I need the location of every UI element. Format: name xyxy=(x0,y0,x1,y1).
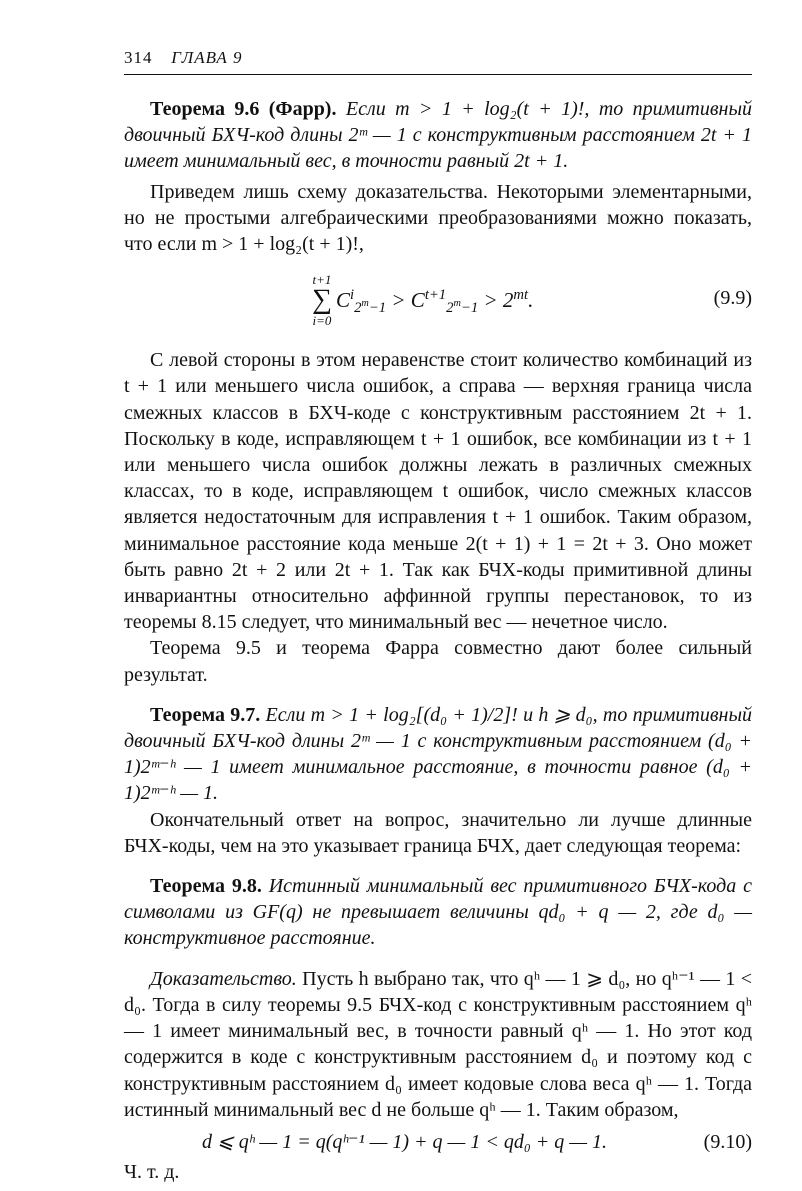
theorem-9-7-text: Если m > 1 + log₂[(d₀ + 1)/2]! и h ⩾ d₀, то примитивный двоичный БХЧ-код длины 2ᵐ — 1 с конструктивным расстоянием (d₀ + 1)2ᵐ⁻ʰ — 1 имеет минимальное расстояние, в точности равное (d₀ + 1)2ᵐ⁻ʰ — 1. xyxy=(124,703,752,805)
proof-paragraph xyxy=(124,966,752,1123)
paragraph-final-answer: Окончательный ответ на вопрос, значительно ли лучше длинные БЧХ-коды, чем на это указывает граница БЧХ, дает следующая теорема: xyxy=(124,808,752,857)
formula-9-9-body: $C^i_{2^m-1} > C^{t+1}_{2^m-1} > 2^{mt}$. xyxy=(335,287,534,317)
paragraph-proof-sketch: Приведем лишь схему доказательства. Некоторыми элементарными, но не простыми алгебраическими преобразованиями можно показать, что если m > 1 + log₂(t + 1)!, xyxy=(124,180,752,256)
header-rule xyxy=(124,74,752,75)
theorem-9-8-label: Теорема 9.8. xyxy=(150,875,262,898)
theorem-9-8-text: Истинный минимальный вес примитивного БЧХ-кода с символами из GF(q) не превышает величины qd₀ + q — 2, где d₀ — конструктивное расстояние. xyxy=(124,875,752,950)
qed-mark: Ч. т. д. xyxy=(124,1160,180,1183)
theorem-9-6 xyxy=(124,96,752,175)
equation-number-9-10: (9.10) xyxy=(703,1130,752,1153)
proof-label: Доказательство. xyxy=(150,967,297,990)
sum-lower-limit: i=0 xyxy=(312,313,332,329)
formula-9-9-expression xyxy=(312,263,533,337)
running-head xyxy=(124,48,752,68)
theorem-9-7-label: Теорема 9.7. xyxy=(150,703,261,726)
theorem-9-7 xyxy=(124,702,752,807)
chapter-title: ГЛАВА 9 xyxy=(171,48,243,67)
formula-9-9 xyxy=(124,263,752,337)
equation-number-9-9: (9.9) xyxy=(713,287,752,310)
formula-9-10 xyxy=(124,1129,752,1159)
paragraph-stronger-result: Теорема 9.5 и теорема Фарра совместно дают более сильный результат. xyxy=(124,637,752,686)
theorem-9-8 xyxy=(124,873,752,952)
formula-9-10-expression: d ⩽ qʰ — 1 = q(qʰ⁻¹ — 1) + q — 1 < qd₀ + q — 1. xyxy=(202,1130,608,1153)
theorem-9-6-label: Теорема 9.6 (Фарр). xyxy=(150,98,337,120)
page-number: 314 xyxy=(124,48,153,67)
theorem-9-6-text: Если m > 1 + log₂(t + 1)!, то примитивный двоичный БХЧ-код длины 2ᵐ — 1 с конструктивным расстоянием 2t + 1 имеет минимальный вес, в точности равный 2t + 1. xyxy=(124,98,753,173)
page-body xyxy=(124,96,752,1185)
proof-text: Пусть h выбрано так, что qʰ — 1 ⩾ d₀, но qʰ⁻¹ — 1 < d₀. Тогда в силу теоремы 9.5 БЧХ-код с конструктивным расстоянием qʰ — 1 имеет минимальный вес, в точности равный qʰ — 1. Но этот код содержится в коде с конструктивным расстоянием d₀ и поэтому код с конструктивным расстоянием d₀ имеет кодовые слова веса qʰ — 1. Тогда истинный минимальный вес d не больше qʰ — 1. Таким образом, xyxy=(124,967,752,1121)
paragraph-coset-argument: С левой стороны в этом неравенстве стоит количество комбинаций из t + 1 или меньшего числа ошибок, а справа — верхняя граница числа смежных классов в БХЧ-коде с конструктивным расстоянием 2t + 1. Поскольку в коде, исправляющем t + 1 ошибок, все комбинации из t + 1 или меньшего числа ошибок должны лежать в различных смежных классах, то в коде, исправляющем t ошибок, число смежных классов является недостаточным для исправления t + 1 ошибок. Таким образом, минимальное расстояние кода меньше 2(t + 1) + 1 = 2t + 3. Оно может быть равно 2t + 2 или 2t + 1. Так как БЧХ-коды примитивной длины инвариантны относительно аффинной группы перестановок, то из теоремы 8.15 следует, что минимальный вес — нечетное число. xyxy=(124,349,752,634)
sum-upper-limit: t+1 xyxy=(312,272,332,288)
summation-sign: t+1 ∑ i=0 xyxy=(312,272,332,329)
